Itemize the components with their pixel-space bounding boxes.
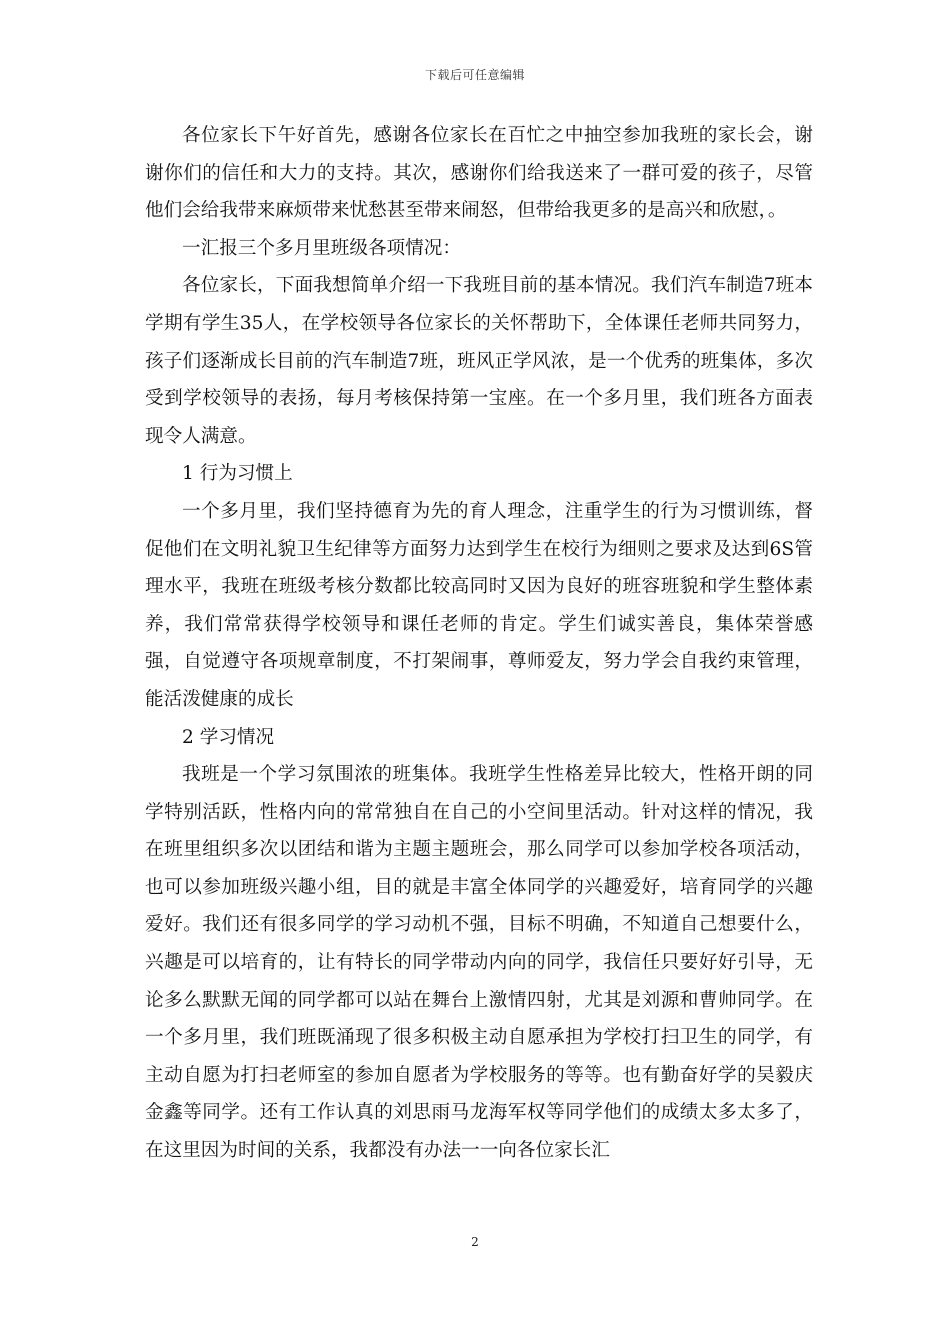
paragraph-study: 我班是一个学习氛围浓的班集体。我班学生性格差异比较大，性格开朗的同学特别活跃，性格内向的常常独自在自己的小空间里活动。针对这样的情况，我在班里组织多次以团结和谐为主题主题班会，那么同学可以参加学校各项活动，也可以参加班级兴趣小组，目的就是丰富全体同学的兴趣爱好，培育同学的兴趣爱好。我们还有很多同学的学习动机不强，目标不明确，不知道自己想要什么，兴趣是可以培育的，让有特长的同学带动内向的同学，我信任只要好好引导，无论多么默默无闻的同学都可以站在舞台上激情四射，尤其是刘源和曹帅同学。在一个多月里，我们班既涌现了很多积极主动自愿承担为学校打扫卫生的同学，有主动自愿为打扫老师室的参加自愿者为学校服务的等等。也有勤奋好学的吴毅庆金鑫等同学。还有工作认真的刘思雨马龙海军权等同学他们的成绩太多太多了，在这里因为时间的关系，我都没有办法一一向各位家长汇	[145, 764, 813, 1162]
section-heading-study: 2 学习情况	[182, 726, 275, 748]
paragraph-greeting: 各位家长下午好首先，感谢各位家长在百忙之中抽空参加我班的家长会，谢谢你们的信任和大力的支持。其次，感谢你们给我送来了一群可爱的孩子，尽管他们会给我带来麻烦带来忧愁甚至带来闹怒，但带给我更多的是高兴和欣慰，。	[145, 125, 813, 222]
paragraph-behavior: 一个多月里，我们坚持德育为先的育人理念，注重学生的行为习惯训练，督促他们在文明礼貌卫生纪律等方面努力达到学生在校行为细则之要求及达到6S管理水平，我班在班级考核分数都比较高同时又因为良好的班容班貌和学生整体素养，我们常常获得学校领导和课任老师的肯定。学生们诚实善良，集体荣誉感强，自觉遵守各项规章制度，不打架闹事，尊师爱友，努力学会自我约束管理，能活泼健康的成长	[145, 500, 813, 710]
section-heading-behavior: 1 行为习惯上	[182, 463, 293, 485]
section-heading-report: 一汇报三个多月里班级各项情况：	[182, 237, 461, 259]
page-header-note: 下载后可任意编辑	[424, 68, 525, 82]
document-body	[145, 117, 813, 1170]
paragraph-class-overview: 各位家长，下面我想简单介绍一下我班目前的基本情况。我们汽车制造7班本学期有学生35人，在学校领导各位家长的关怀帮助下，全体课任老师共同努力，孩子们逐渐成长目前的汽车制造7班，班风正学风浓，是一个优秀的班集体，多次受到学校领导的表扬，每月考核保持第一宝座。在一个多月里，我们班各方面表现令人满意。	[145, 275, 813, 447]
page-number: 2	[471, 1235, 479, 1249]
